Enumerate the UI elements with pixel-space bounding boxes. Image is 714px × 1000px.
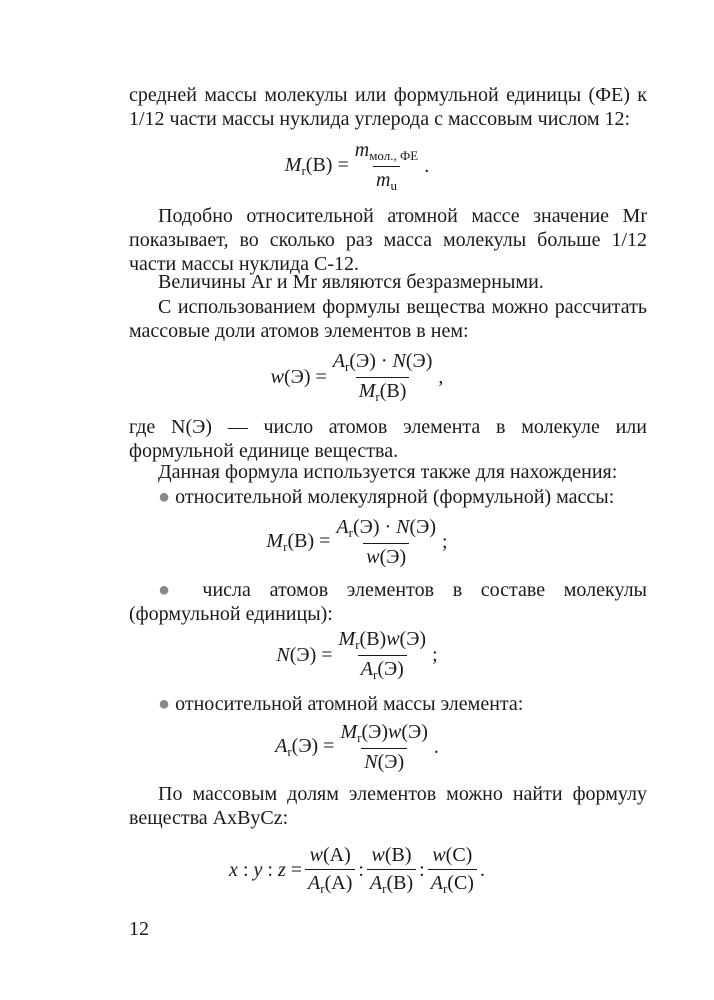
bullet-item-2: ● числа атомов элементов в составе молекулы (формульной единицы): [129,579,647,625]
paragraph-3: Величины Ar и Mr являются безразмерными. [158,271,544,293]
equation-mass-fraction: w(Э) = $\frac{A_r(Э) \cdot N(Э)}{M_r(В)}$ , [270,350,444,404]
bullet-icon: ● [158,579,184,601]
equation-molecular-mass: $M_r(В)$ = $\frac{A_r(Э) \cdot N(Э)}{w(Э)}$ ; [266,516,448,568]
equation-atomic-mass: $A_r(Э)$ = $\frac{M_r(Э)w(Э)}{N(Э)}$ . [275,721,439,773]
equation-atom-count: N(Э) = $\frac{M_r(В)w(Э)}{A_r(Э)}$ ; [276,628,438,682]
page-number: 12 [129,918,149,940]
paragraph-7: По массовым долям элементов можно найти формулу вещества AxByCz: [129,783,647,829]
paragraph-5: где N(Э) — число атомов элемента в молекуле или формульной единице вещества. [129,416,647,462]
bullet-item-3: ● относительной атомной массы элемента: [158,693,524,715]
paragraph-1: средней массы молекулы или формульной единицы (ФЕ) к 1/12 части массы нуклида углерода с массовым числом 12: [129,84,647,130]
bullet-icon: ● [158,693,171,715]
paragraph-6: Данная формула используется также для нахождения: [158,461,618,483]
bullet-item-1: ● относительной молекулярной (формульной) массы: [158,486,615,508]
bullet-icon: ● [158,486,171,508]
equation-relative-molecular-mass: $M_r(В)$ = $\frac{m_{мол., ФЕ}}{m_u}$ . [284,138,430,193]
paragraph-2: Подобно относительной атомной массе значение Mr показывает, во сколько раз масса молекулы больше 1/12 части массы нуклида С-12. [129,205,647,275]
equation-ratio: x : y : z = $\frac{w(А)}{A_r(А)}$ : $\frac{w(В)}{A_r(В)}$ : $\frac{w(С)}{A_r(С)}$ . [229,843,485,896]
paragraph-4: С использованием формулы вещества можно рассчитать массовые доли атомов элементов в нем: [129,296,647,342]
